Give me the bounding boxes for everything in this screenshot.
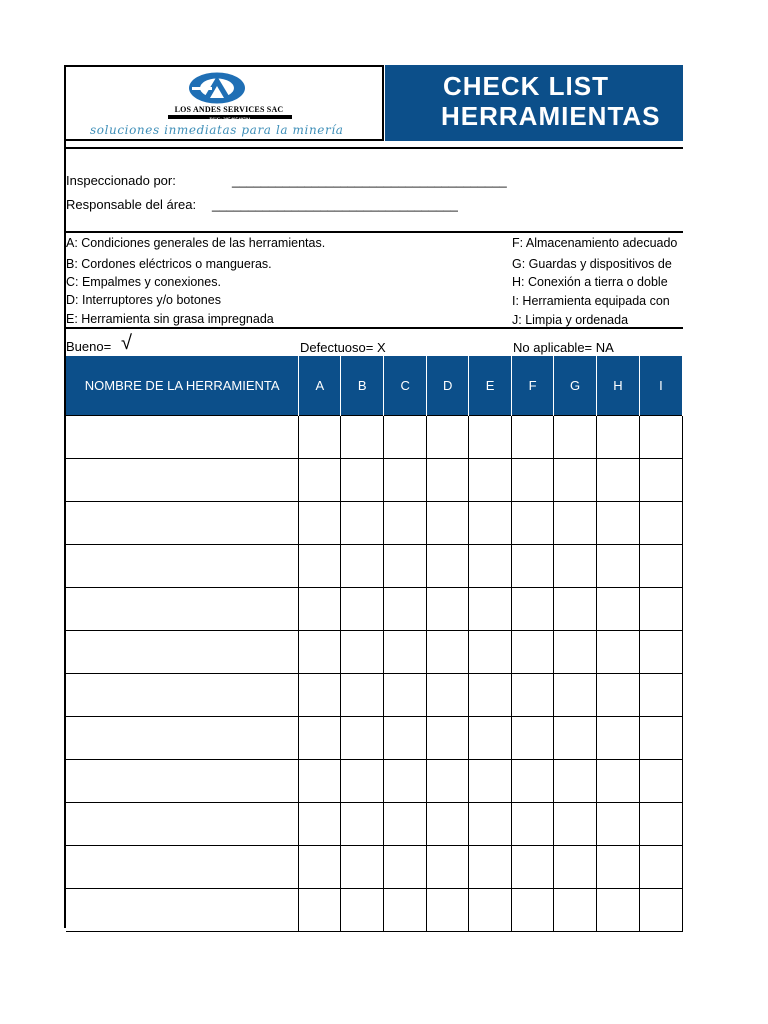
check-cell-b[interactable] — [341, 502, 384, 545]
tool-name-cell[interactable] — [66, 846, 299, 889]
check-cell-b[interactable] — [341, 803, 384, 846]
table-row — [66, 889, 683, 932]
check-cell-d[interactable] — [427, 846, 469, 889]
tool-name-cell[interactable] — [66, 631, 299, 674]
check-cell-c[interactable] — [384, 588, 427, 631]
check-cell-c[interactable] — [384, 416, 427, 459]
table-row — [66, 717, 683, 760]
check-cell-f[interactable] — [512, 502, 554, 545]
check-cell-e[interactable] — [469, 846, 512, 889]
title-line-2: HERRAMIENTAS — [441, 101, 661, 131]
tool-name-cell[interactable] — [66, 760, 299, 803]
tool-name-cell[interactable] — [66, 416, 299, 459]
check-cell-a[interactable] — [299, 760, 341, 803]
check-cell-h[interactable] — [597, 760, 640, 803]
check-cell-i[interactable] — [639, 846, 682, 889]
check-cell-e[interactable] — [469, 717, 512, 760]
check-cell-c[interactable] — [384, 545, 427, 588]
divider-legend — [64, 327, 683, 329]
check-cell-h[interactable] — [597, 502, 640, 545]
table-row — [66, 631, 683, 674]
criterion-i: I: Herramienta equipada con — [512, 294, 670, 308]
check-cell-i[interactable] — [639, 889, 682, 932]
check-cell-a[interactable] — [299, 502, 341, 545]
check-cell-a[interactable] — [299, 717, 341, 760]
criterion-j: J: Limpia y ordenada — [512, 313, 629, 327]
check-cell-a[interactable] — [299, 459, 341, 502]
column-header-a: A — [299, 356, 341, 416]
check-cell-g[interactable] — [554, 416, 597, 459]
check-cell-h[interactable] — [597, 717, 640, 760]
legend-good-label: Bueno= — [66, 339, 112, 354]
column-header-g: G — [554, 356, 597, 416]
check-cell-d[interactable] — [427, 631, 469, 674]
check-cell-g[interactable] — [554, 717, 597, 760]
tool-name-cell[interactable] — [66, 674, 299, 717]
title-box — [385, 65, 683, 141]
responsible-field[interactable]: __________________________________ — [212, 197, 458, 212]
check-cell-e[interactable] — [469, 502, 512, 545]
check-cell-f[interactable] — [512, 803, 554, 846]
legend-defective: Defectuoso= X — [300, 340, 386, 355]
check-cell-b[interactable] — [341, 416, 384, 459]
check-cell-h[interactable] — [597, 889, 640, 932]
check-cell-e[interactable] — [469, 416, 512, 459]
check-cell-f[interactable] — [512, 760, 554, 803]
check-cell-d[interactable] — [427, 588, 469, 631]
check-cell-h[interactable] — [597, 545, 640, 588]
check-cell-i[interactable] — [639, 717, 682, 760]
legend-not-applicable: No aplicable= NA — [513, 340, 614, 355]
responsible-label: Responsable del área: — [66, 197, 197, 212]
criterion-c: C: Empalmes y conexiones. — [66, 275, 221, 289]
tool-name-cell[interactable] — [66, 502, 299, 545]
check-cell-b[interactable] — [341, 846, 384, 889]
check-cell-c[interactable] — [384, 502, 427, 545]
check-cell-h[interactable] — [597, 846, 640, 889]
check-cell-g[interactable] — [554, 545, 597, 588]
tool-name-cell[interactable] — [66, 459, 299, 502]
check-cell-d[interactable] — [427, 545, 469, 588]
tool-name-cell[interactable] — [66, 717, 299, 760]
tool-name-cell[interactable] — [66, 889, 299, 932]
check-cell-i[interactable] — [639, 588, 682, 631]
check-cell-a[interactable] — [299, 889, 341, 932]
check-cell-i[interactable] — [639, 674, 682, 717]
check-cell-a[interactable] — [299, 545, 341, 588]
column-header-tool-name: NOMBRE DE LA HERRAMIENTA — [66, 356, 299, 416]
check-cell-e[interactable] — [469, 889, 512, 932]
check-cell-i[interactable] — [639, 545, 682, 588]
table-header-row — [66, 356, 683, 416]
tools-grid — [66, 356, 683, 932]
check-cell-f[interactable] — [512, 717, 554, 760]
column-header-h: H — [597, 356, 640, 416]
check-cell-d[interactable] — [427, 674, 469, 717]
divider-criteria — [64, 231, 683, 233]
check-cell-b[interactable] — [341, 717, 384, 760]
check-cell-c[interactable] — [384, 803, 427, 846]
check-cell-c[interactable] — [384, 760, 427, 803]
column-header-f: F — [512, 356, 554, 416]
check-cell-d[interactable] — [427, 803, 469, 846]
check-cell-a[interactable] — [299, 588, 341, 631]
check-cell-d[interactable] — [427, 502, 469, 545]
check-cell-f[interactable] — [512, 631, 554, 674]
check-cell-h[interactable] — [597, 674, 640, 717]
check-cell-g[interactable] — [554, 459, 597, 502]
check-cell-d[interactable] — [427, 889, 469, 932]
check-cell-f[interactable] — [512, 545, 554, 588]
logo-box — [64, 65, 384, 141]
check-cell-d[interactable] — [427, 760, 469, 803]
check-cell-c[interactable] — [384, 717, 427, 760]
criterion-f: F: Almacenamiento adecuado — [512, 236, 678, 250]
check-cell-b[interactable] — [341, 588, 384, 631]
check-cell-e[interactable] — [469, 631, 512, 674]
check-cell-b[interactable] — [341, 760, 384, 803]
tool-name-cell[interactable] — [66, 545, 299, 588]
table-row — [66, 846, 683, 889]
check-cell-h[interactable] — [597, 631, 640, 674]
company-logo-icon — [186, 71, 248, 105]
table-row — [66, 502, 683, 545]
check-cell-c[interactable] — [384, 846, 427, 889]
check-cell-f[interactable] — [512, 674, 554, 717]
table-row — [66, 459, 683, 502]
check-cell-g[interactable] — [554, 760, 597, 803]
column-header-i: I — [639, 356, 682, 416]
checkmark-icon: √ — [121, 332, 132, 354]
check-cell-i[interactable] — [639, 803, 682, 846]
company-slogan: soluciones inmediatas para la minería — [90, 123, 344, 137]
criterion-g: G: Guardas y dispositivos de — [512, 257, 672, 271]
check-cell-b[interactable] — [341, 459, 384, 502]
column-header-d: D — [427, 356, 469, 416]
check-cell-b[interactable] — [341, 674, 384, 717]
check-cell-b[interactable] — [341, 545, 384, 588]
check-cell-d[interactable] — [427, 416, 469, 459]
check-cell-f[interactable] — [512, 416, 554, 459]
check-cell-f[interactable] — [512, 889, 554, 932]
check-cell-g[interactable] — [554, 588, 597, 631]
column-header-c: C — [384, 356, 427, 416]
check-cell-a[interactable] — [299, 846, 341, 889]
criterion-h: H: Conexión a tierra o doble — [512, 275, 668, 289]
tool-name-cell[interactable] — [66, 803, 299, 846]
tool-name-cell[interactable] — [66, 588, 299, 631]
check-cell-e[interactable] — [469, 803, 512, 846]
inspector-label: Inspeccionado por: — [66, 173, 176, 188]
column-header-b: B — [341, 356, 384, 416]
check-cell-g[interactable] — [554, 889, 597, 932]
check-cell-h[interactable] — [597, 588, 640, 631]
check-cell-f[interactable] — [512, 459, 554, 502]
table-row — [66, 545, 683, 588]
check-cell-a[interactable] — [299, 416, 341, 459]
divider-top — [64, 147, 683, 149]
check-cell-i[interactable] — [639, 416, 682, 459]
table-row — [66, 674, 683, 717]
check-cell-a[interactable] — [299, 803, 341, 846]
check-cell-g[interactable] — [554, 502, 597, 545]
table-row — [66, 760, 683, 803]
check-cell-d[interactable] — [427, 717, 469, 760]
column-header-e: E — [469, 356, 512, 416]
table-body — [66, 416, 683, 932]
check-cell-g[interactable] — [554, 846, 597, 889]
criterion-d: D: Interruptores y/o botones — [66, 293, 221, 307]
check-cell-h[interactable] — [597, 416, 640, 459]
check-cell-e[interactable] — [469, 459, 512, 502]
inspector-field[interactable]: ______________________________________ — [232, 173, 507, 188]
table-row — [66, 803, 683, 846]
title-line-1: CHECK LIST — [443, 71, 609, 101]
check-cell-c[interactable] — [384, 631, 427, 674]
check-cell-i[interactable] — [639, 502, 682, 545]
check-cell-b[interactable] — [341, 889, 384, 932]
table-row — [66, 588, 683, 631]
company-name: LOS ANDES SERVICES SAC — [174, 105, 284, 114]
check-cell-a[interactable] — [299, 631, 341, 674]
check-cell-g[interactable] — [554, 674, 597, 717]
criterion-e: E: Herramienta sin grasa impregnada — [66, 312, 274, 326]
check-cell-h[interactable] — [597, 459, 640, 502]
check-cell-f[interactable] — [512, 846, 554, 889]
check-cell-g[interactable] — [554, 803, 597, 846]
check-cell-i[interactable] — [639, 760, 682, 803]
check-cell-e[interactable] — [469, 674, 512, 717]
check-cell-c[interactable] — [384, 674, 427, 717]
criterion-b: B: Cordones eléctricos o mangueras. — [66, 257, 272, 271]
check-cell-a[interactable] — [299, 674, 341, 717]
check-cell-h[interactable] — [597, 803, 640, 846]
check-cell-b[interactable] — [341, 631, 384, 674]
check-cell-e[interactable] — [469, 588, 512, 631]
check-cell-e[interactable] — [469, 545, 512, 588]
check-cell-i[interactable] — [639, 631, 682, 674]
check-cell-e[interactable] — [469, 760, 512, 803]
check-cell-c[interactable] — [384, 459, 427, 502]
check-cell-f[interactable] — [512, 588, 554, 631]
check-cell-i[interactable] — [639, 459, 682, 502]
check-cell-g[interactable] — [554, 631, 597, 674]
check-cell-c[interactable] — [384, 889, 427, 932]
check-cell-d[interactable] — [427, 459, 469, 502]
table-row — [66, 416, 683, 459]
tools-table — [66, 356, 683, 932]
criterion-a: A: Condiciones generales de las herramientas. — [66, 236, 326, 250]
company-ruc: RUC: 20548540701 — [209, 118, 251, 123]
